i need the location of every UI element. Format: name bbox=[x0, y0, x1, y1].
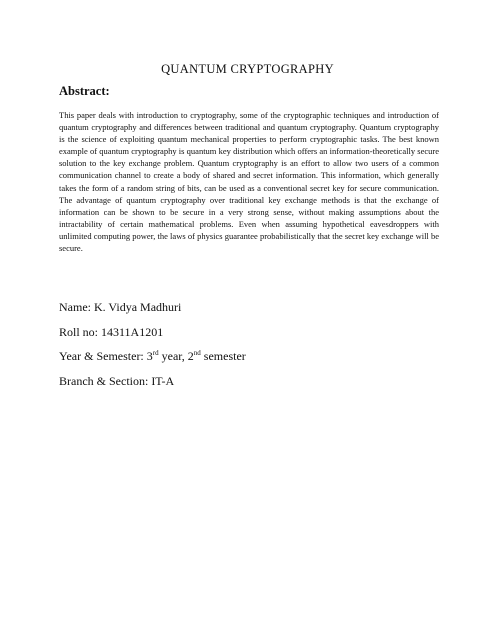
year-semester bbox=[59, 349, 246, 363]
abstract-paragraph: This paper deals with introduction to cryptography, some of the cryptographic techniques and introduction of quantum cryptography and differences between traditional and quantum cryptography. Quantum cryptography is the science of exploiting quantum mechanical properties to perform cryptographic tasks. The best known example of quantum cryptography is quantum key distribution which offers an information-theoretically secure solution to the key exchange problem. Quantum cryptography is an effort to allow two users of a common communication channel to create a body of shared and secret information. This information, which generally takes the form of a random string of bits, can be used as a conventional secret key for secure communication. The advantage of quantum cryptography over traditional key exchange methods is that the exchange of information can be shown to be secure in a very strong sense, without making assumptions about the intractability of certain mathematical problems. Even when assuming hypothetical eavesdroppers with unlimited computing power, the laws of physics guarantee probabilistically that the secret key exchange will be secure. bbox=[59, 110, 439, 254]
semester-ordinal-suffix: nd bbox=[193, 349, 201, 358]
abstract-heading: Abstract: bbox=[59, 84, 110, 98]
roll-number: Roll no: 14311A1201 bbox=[59, 324, 164, 339]
year-ordinal-suffix: rd bbox=[152, 349, 159, 358]
year-semester-prefix: Year & Semester: 3 bbox=[59, 349, 153, 364]
document-title: QUANTUM CRYPTOGRAPHY bbox=[161, 62, 334, 76]
branch-section: Branch & Section: IT-A bbox=[59, 373, 175, 388]
year-semester-middle: year, 2 bbox=[158, 349, 194, 364]
author-details bbox=[59, 300, 246, 398]
year-semester-suffix: semester bbox=[200, 349, 246, 364]
author-name: Name: K. Vidya Madhuri bbox=[59, 300, 182, 314]
